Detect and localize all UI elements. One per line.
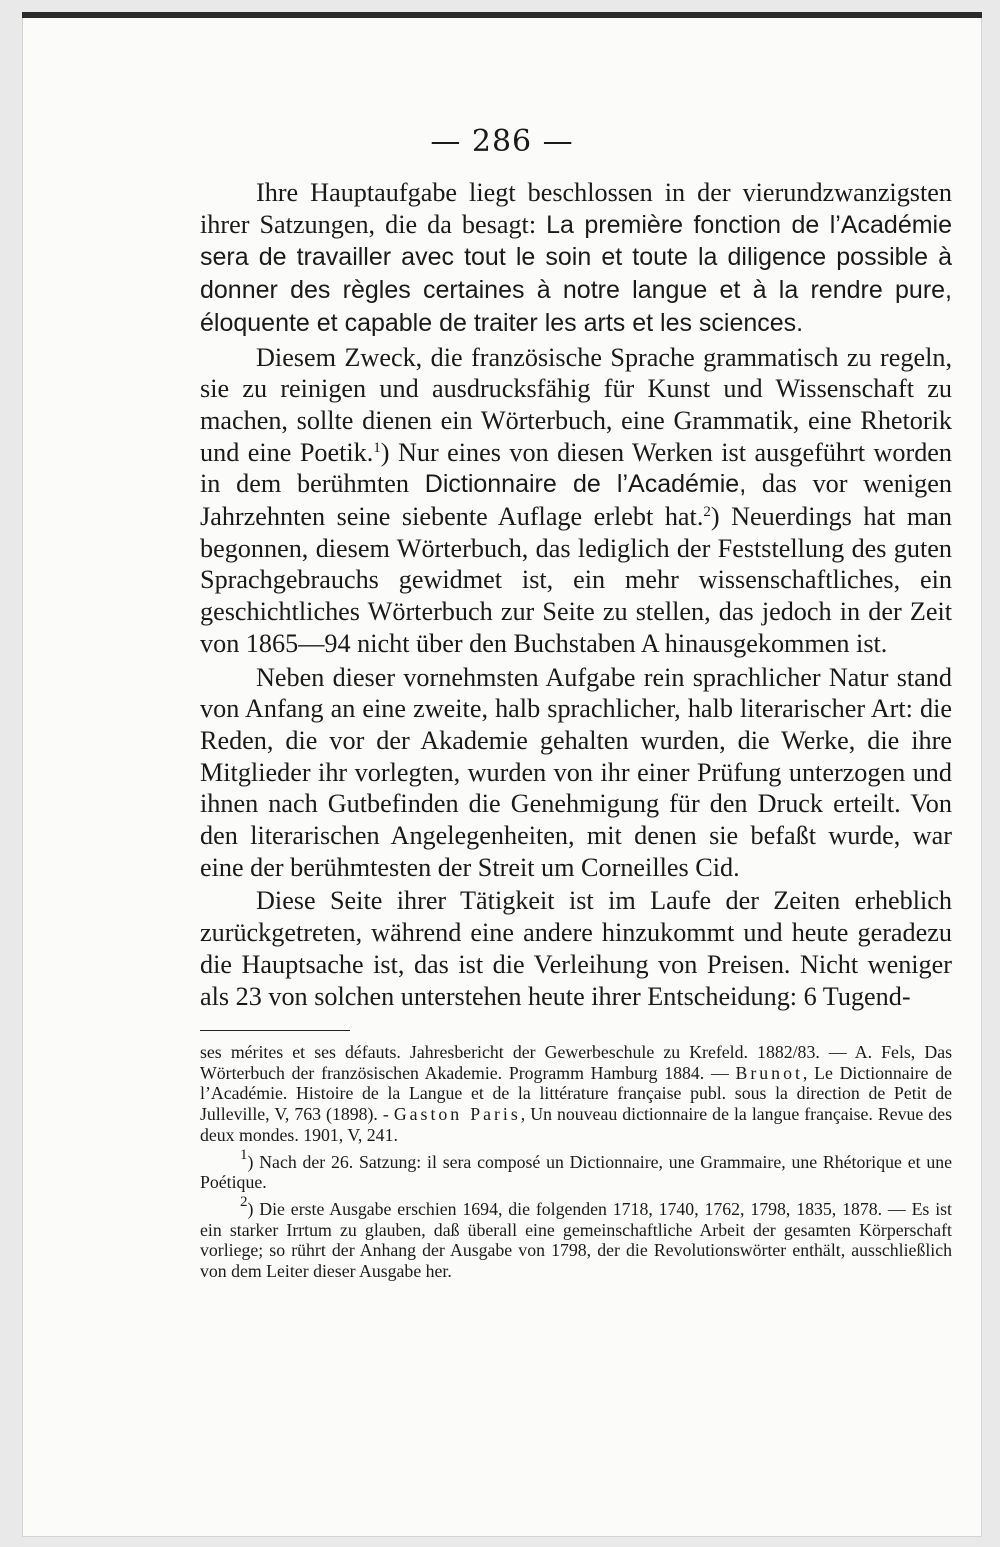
- footnote-2: [200, 1193, 952, 1282]
- french-title: Dictionnaire de l’Académie,: [424, 470, 747, 499]
- note-text: , Le Dictionnaire de l’Académie. Histoire de la Langue et de la littérature française publ. sous la direction de Petit de Julleville, V, 763 (1898). -: [200, 1062, 952, 1125]
- text-run: das vor wenigen Jahrzehnten seine siebente Auflage erlebt hat.: [200, 469, 952, 532]
- text-run: Diese Seite ihrer Tätigkeit ist im Laufe der Zeiten erheblich zurückgetreten, während eine andere hinzukommt und heute geradezu die Hauptsache ist, das ist die Verleihung von Preisen. Nicht weniger als 23 von solchen unterstehen heute ihrer Entscheidung: 6 Tugend-: [200, 886, 952, 1011]
- footnote-mark: 2: [240, 1193, 248, 1210]
- footnote-divider: [200, 1030, 350, 1031]
- text-run: ) Neuerdings hat man begonnen, diesem Wörterbuch, das lediglich der Feststellung des guten Sprachgebrauchs gewidmet ist, ein mehr wissenschaftliches, ein geschichtliches Wörterbuch zur Seite zu stellen, das jedoch in der Zeit von 1865—94 nicht über den Buchstaben A hinausgekommen ist.: [200, 502, 952, 658]
- bibliography-note: [200, 1042, 952, 1146]
- scan-edge-line: [22, 12, 982, 18]
- footnotes: [200, 1042, 952, 1282]
- author-name: Brunot: [735, 1062, 803, 1083]
- note-text: , Un nouveau dictionnaire de la langue française. Revue des deux mondes. 1901, V, 241.: [200, 1104, 952, 1145]
- footnote-ref-2[interactable]: 2: [703, 504, 711, 521]
- paragraph-3: [200, 662, 952, 884]
- text-run: ) Nur eines von diesen Werken ist ausgeführt worden in dem berühmten: [200, 437, 953, 499]
- french-quote: La première fonction de l’Académie sera de travailler avec tout le soin et toute la diligence possible à donner des règles certaines à notre langue et à la rendre pure, éloquente et capable de traiter les arts et les sciences.: [200, 210, 953, 337]
- footnote-text: ) Die erste Ausgabe erschien 1694, die folgenden 1718, 1740, 1762, 1798, 1835, 1878. — Es ist ein starker Irrtum zu glauben, daß überall eine gemeinschaftliche Arbeit der gesamten Körperschaft vorliege; so rührt der Anhang der Ausgabe von 1798, der die Revolutionswörter enthält, ausschließlich von dem Leiter dieser Ausgabe her.: [200, 1198, 952, 1282]
- main-text: [200, 177, 952, 1012]
- footnote-mark: 1: [240, 1146, 248, 1163]
- paragraph-2: [200, 342, 952, 660]
- text-run: Ihre Hauptaufgabe liegt beschlossen in der vierundzwanzigsten ihrer Satzungen, die da besagt:: [200, 178, 952, 239]
- note-text: ses mérites et ses défauts. Jahresbericht der Gewerbeschule zu Krefeld. 1882/83. — A. Fels, Das Wörterbuch der französischen Akademie. Programm Hamburg 1884. —: [200, 1042, 952, 1083]
- paragraph-1: [200, 177, 952, 340]
- text-run: Neben dieser vornehmsten Aufgabe rein sprachlicher Natur stand von Anfang an eine zweite, halb sprachlicher, halb literarischer Art: die Reden, die vor der Akademie gehalten wurden, die Werke, die ihre Mitglieder ihr vorlegten, wurden von ihr einer Prüfung unterzogen und ihnen nach Gutbefinden die Genehmigung für den Druck erteilt. Von den literarischen Angelegenheiten, mit denen sie befaßt wurde, war eine der berühmtesten der Streit um Corneilles Cid.: [200, 662, 952, 882]
- book-page: [22, 12, 982, 1537]
- author-name: Gaston Paris: [393, 1104, 521, 1125]
- text-run: Diesem Zweck, die französische Sprache grammatisch zu regeln, sie zu reinigen und ausdrucksfähig für Kunst und Wissenschaft zu machen, sollte dienen ein Wörterbuch, eine Grammatik, eine Rhetorik und eine Poetik.: [200, 342, 952, 467]
- page-number: — 286 —: [430, 124, 574, 159]
- footnote-1: [200, 1146, 952, 1193]
- paragraph-4: [200, 885, 952, 1012]
- footnote-ref-1[interactable]: 1: [373, 439, 381, 456]
- footnote-text: ) Nach der 26. Satzung: il sera composé un Dictionnaire, une Grammaire, une Rhétorique et une Poétique.: [200, 1151, 952, 1193]
